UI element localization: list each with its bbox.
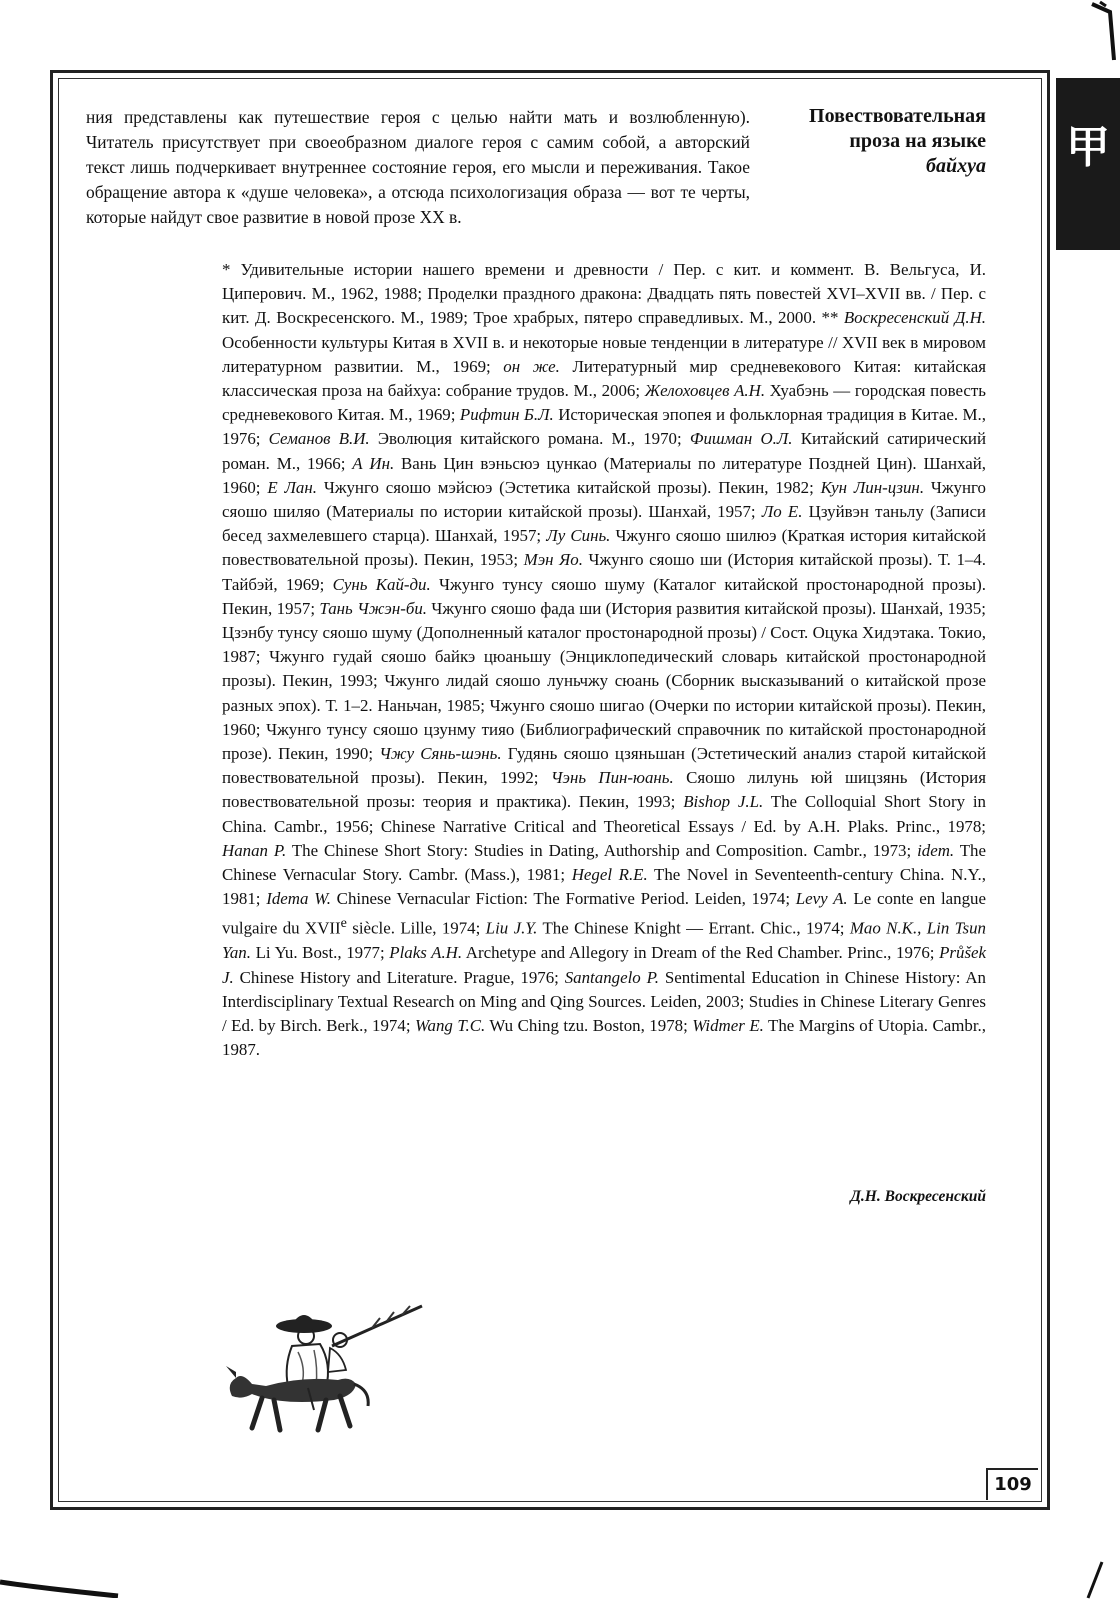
side-note-line-3: байхуа	[926, 155, 986, 177]
ref-text: The Colloquial Short Story in China. Cambr., 1956; Chinese Narrative Critical and Theoretical Essays / Ed. by A.H. Plaks. Princ., 1978;	[222, 792, 986, 836]
ref-text: The Chinese Knight — Errant. Chic., 1974;	[537, 919, 850, 939]
ref-author: Wang T.C.	[415, 1015, 486, 1035]
ref-author: Santangelo P.	[564, 967, 659, 987]
ref-author: Чэнь Пин-юань.	[550, 768, 674, 788]
ref-text: Литературный мир средневекового Китая: китайская классическая проза на байхуа: собрание трудов. М., 2006;	[222, 356, 986, 401]
ref-text: Чжунго сяошо шилюэ (Краткая история китайской повествовательной прозы). Пекин, 1953;	[222, 526, 987, 570]
page-number: 109	[986, 1468, 1038, 1500]
ref-author: Widmer E.	[692, 1015, 764, 1035]
ref-text: The Novel in Seventeenth-century China. N.Y., 1981;	[222, 865, 986, 909]
ref-text: Archetype and Allegory in Dream of the Red Chamber. Princ., 1976;	[462, 943, 940, 963]
ref-text: Le conte en langue vulgaire du XVII	[222, 889, 987, 939]
ref-author: Чжу Сянь-шэнь.	[379, 744, 502, 764]
ref-text: Гудянь сяошо цзяньшан (Эстетический анализ старой китайской повествовательной прозы). Пекин, 1992;	[222, 744, 986, 788]
side-note-line-2: проза на языке	[849, 130, 986, 152]
ref-text: Историческая эпопея и фольклорная традиция в Китае. М., 1976;	[222, 405, 987, 449]
ref-author: Liu J.Y.	[485, 919, 538, 939]
ref-text: Эволюция китайского романа. М., 1970;	[369, 429, 690, 449]
ref-author: Idema W.	[266, 889, 331, 909]
ref-author: Тань Чжэн-би.	[319, 598, 428, 618]
ref-author: он же.	[503, 356, 560, 376]
rider-on-donkey-illustration	[222, 1288, 432, 1438]
ref-superscript: e	[340, 915, 347, 932]
bibliography	[222, 258, 986, 1062]
ref-text: Хуабэнь — городская повесть средневекового Китая. М., 1969;	[222, 381, 986, 425]
ref-text: Цзуйвэн таньлу (Записи бесед захмелевшего старца). Шанхай, 1957;	[222, 502, 986, 546]
ref-text: Chinese Vernacular Fiction: The Formative Period. Leiden, 1974;	[330, 889, 796, 909]
ref-text: Вань Цин вэньсюэ цункао (Материалы по литературе Поздней Цин). Шанхай, 1960;	[222, 453, 987, 497]
ref-author: idem.	[917, 840, 955, 860]
ref-author: Желоховцев А.Н.	[644, 381, 766, 401]
ref-text: The Chinese Short Story: Studies in Dating, Authorship and Composition. Cambr., 1973;	[286, 840, 918, 860]
ref-author: Průšek J.	[222, 943, 987, 987]
author-signature: Д.Н. Воскресенский	[850, 1188, 986, 1205]
ref-text: Chinese History and Literature. Prague, 1976;	[233, 967, 565, 987]
ref-text: Сяошо лилунь юй шицзянь (История повествовательной прозы: теория и практика). Пекин, 1993;	[222, 768, 986, 812]
section-side-note	[764, 104, 986, 179]
ref-author: Фишман О.Л.	[689, 429, 793, 449]
ref-author: Семанов В.И.	[268, 429, 370, 449]
ref-text: Чжунго сяошо шиляо (Материалы по истории китайской прозы). Шанхай, 1957;	[222, 477, 986, 522]
ref-text: Чжунго тунсу сяошо шуму (Каталог китайской простонародной прозы). Пекин, 1957;	[222, 574, 986, 618]
ref-author: Mao N.K., Lin Tsun Yan.	[222, 919, 986, 963]
ref-author: Hegel R.E.	[571, 865, 648, 885]
ref-author: Воскресенский Д.Н.	[843, 308, 986, 328]
ref-text: Li Yu. Bost., 1977;	[250, 943, 390, 963]
ref-text: * Удивительные истории нашего времени и древности / Пер. с кит. и коммент. В. Вельгуса, И. Циперович. М., 1962, 1988; Проделки праздного дракона: Двадцать пять повестей XVI–XVII вв. / Пер. с кит. Д. Воскресенского. М., 1989; Трое храбрых, пятеро справедливых. М., 2000. **	[222, 260, 986, 328]
side-note-line-1: Повествовательная	[809, 105, 986, 127]
ref-author: Сунь Кай-ди.	[332, 574, 431, 594]
ref-author: Levy A.	[795, 889, 848, 909]
ref-text: Особенности культуры Китая в XVII в. и некоторые новые тенденции в литературе // XVII век в мировом литературном развитии. М., 1969;	[222, 332, 986, 376]
ref-text: Чжунго сяошо мэйсюэ (Эстетика китайской прозы). Пекин, 1982;	[316, 477, 821, 497]
ref-author: А Ин.	[352, 453, 395, 473]
ref-text: Китайский сатирический роман. М., 1966;	[222, 429, 986, 473]
corner-scan-mark-bottom	[1082, 1560, 1106, 1600]
ref-author: Лу Синь.	[546, 526, 611, 546]
ref-text: Чжунго сяошо фада ши (История развития китайской прозы). Шанхай, 1935; Цзэнбу тунсу сяошо шуму (Дополненный каталог простонародной прозы) / Сост. Оцука Хидэтака. Токио, 1987; Чжунго гудай сяошо байкэ цюаньшу (Энциклопедический словарь китайской простонародной прозы). Пекин, 1993; Чжунго лидай сяошо луньчжу сюань (Сборник высказываний о китайской прозе разных эпох). Т. 1–2. Наньчан, 1985; Чжунго сяошо шигао (Очерки по истории китайской прозы). Пекин, 1960; Чжунго тунсу сяошо цзунму тияо (Библиографический справочник по китайской простонародной прозе). Пекин, 1990;	[222, 598, 986, 764]
ref-author: Bishop J.L.	[683, 792, 764, 812]
corner-scan-mark	[1070, 0, 1120, 64]
ref-author: Plaks A.H.	[389, 943, 463, 963]
ref-author: Hanan P.	[222, 840, 287, 860]
section-tab	[1056, 78, 1120, 250]
ref-author: Мэн Яо.	[523, 550, 583, 570]
ref-text: The Margins of Utopia. Cambr., 1987.	[222, 1015, 986, 1060]
ref-author: Е Лан.	[267, 477, 317, 497]
ref-text: The Chinese Vernacular Story. Cambr. (Mass.), 1981;	[222, 840, 986, 885]
scan-edge-mark	[0, 1576, 120, 1598]
ref-text: Wu Ching tzu. Boston, 1978;	[485, 1015, 693, 1035]
section-tab-glyph: 甲	[1066, 123, 1110, 172]
intro-paragraph: ния представлены как путешествие героя с целью найти мать и возлюбленную). Читатель присутствует при своеобразном диалоге героя с самим собой, а авторский текст лишь подчеркивает внутреннее состояние героя, его мысли и переживания. Такое обращение автора к «душе человека», а отсюда психологизация образа — вот те черты, которые найдут свое развитие в новой прозе XX в.	[86, 107, 750, 227]
ref-text: siècle. Lille, 1974;	[346, 919, 486, 939]
ref-author: Ло Е.	[761, 502, 803, 522]
ref-text: Sentimental Education in Chinese History: An Interdisciplinary Textual Research on Ming and Qing Sources. Leiden, 2003; Studies in Chinese Literary Genres / Ed. by Birch. Berk., 1974;	[222, 967, 986, 1035]
ref-author: Кун Лин-цзин.	[820, 477, 925, 497]
ref-author: Рифтин Б.Л.	[459, 405, 554, 425]
ref-text: Чжунго сяошо ши (История китайской прозы). Т. 1–4. Тайбэй, 1969;	[222, 550, 987, 594]
